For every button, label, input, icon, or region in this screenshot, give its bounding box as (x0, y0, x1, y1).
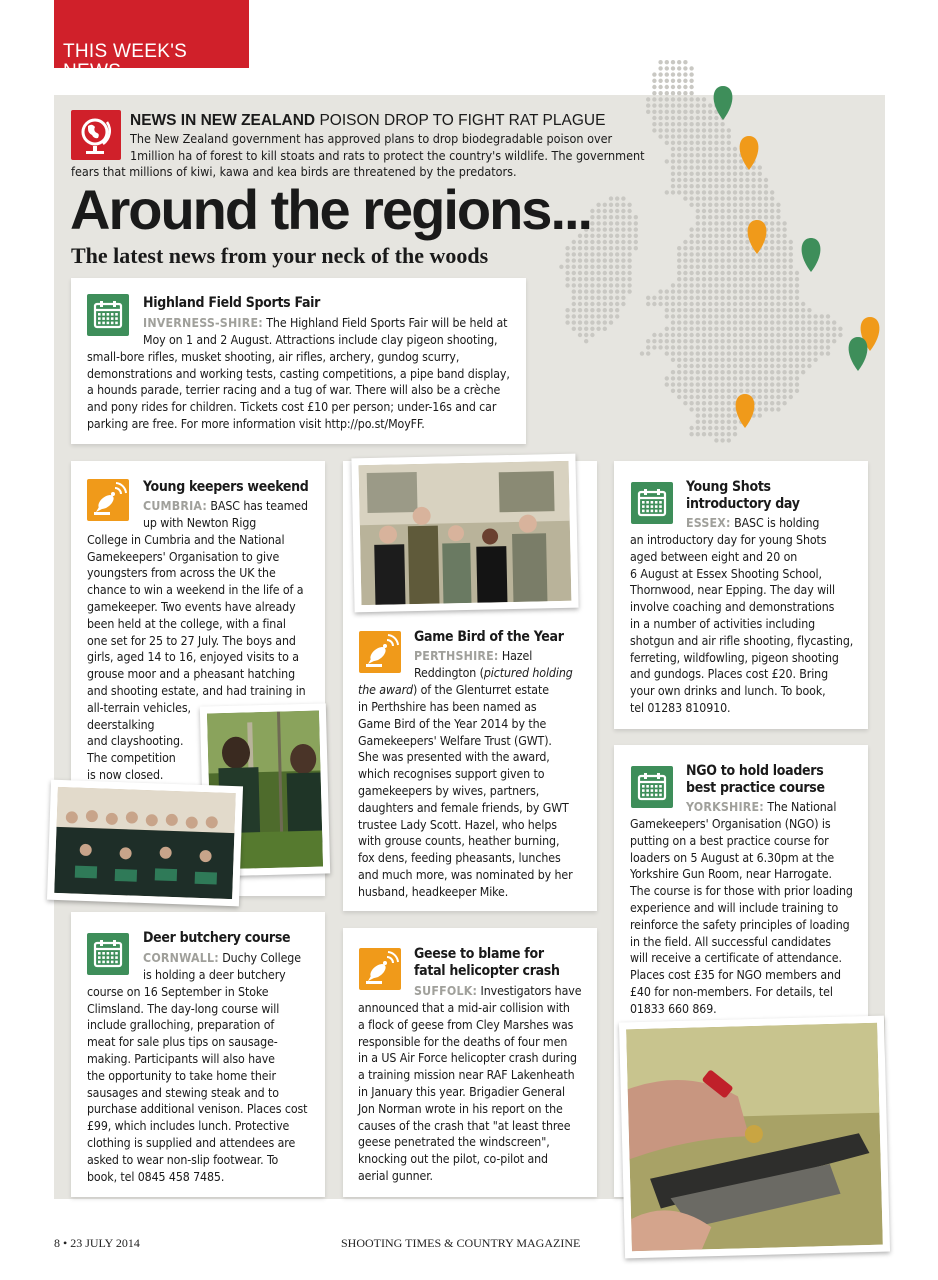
body-line: your own drinks and lunch. To book, (630, 684, 826, 699)
magazine-name: SHOOTING TIMES & COUNTRY MAGAZINE (341, 1236, 581, 1250)
first-line-text: Investigators have (480, 984, 582, 998)
location-label: CUMBRIA: (143, 499, 207, 513)
body-line: reinforce the safety principles of loading (630, 917, 850, 932)
article-body (630, 532, 853, 717)
article-first-line (143, 315, 507, 332)
article-title-line: best practice course (686, 780, 825, 796)
body-line: Thornwood, near Epping. The day will (630, 583, 835, 598)
body-line: been held at the college, with a final (87, 616, 286, 631)
body-line: book, tel 0845 458 7485. (87, 1169, 225, 1184)
article-first-line (414, 983, 581, 1000)
body-line: Climsland. The day-long course will (87, 1001, 280, 1016)
body-line: in January this year. Brigadier General (358, 1084, 566, 1099)
body-line: The competition (87, 751, 176, 766)
body-text: Reddington ( (414, 666, 484, 680)
globe-icon (71, 110, 121, 160)
body-line: in a number of activities including (630, 616, 816, 631)
body-line: 6 August at Essex Shooting School, (630, 566, 822, 581)
body-line: asked to wear non-slip footwear. To (87, 1152, 279, 1167)
article-title-line: Geese to blame for (414, 946, 544, 962)
first-line-text: The Highland Field Sports Fair will be held at (266, 316, 508, 330)
body-line: and clayshooting. (87, 734, 184, 749)
body-line: Yorkshire Gun Room, near Harrogate. (630, 867, 832, 882)
body-line: a training mission near RAF Lakenheath (358, 1068, 575, 1083)
body-line: sausages and stewing steak and to (87, 1085, 279, 1100)
body-line: Game Bird of the Year 2014 by the (358, 716, 547, 731)
article-title-line: NGO to hold loaders (686, 763, 824, 779)
body-line: gamekeepers by wives, partners, (358, 783, 540, 798)
body-line: purchase additional venison. Places cost (87, 1102, 308, 1117)
article-title: Young keepers weekend (143, 479, 309, 495)
body-line: causes of the crash that "at least three (358, 1118, 571, 1133)
body-line: She was presented with the award, (358, 750, 550, 765)
article-first-line (143, 498, 308, 515)
body-italic: pictured holding (483, 666, 573, 680)
first-line-text: BASC has teamed (210, 499, 308, 513)
article-title: Highland Field Sports Fair (143, 295, 321, 311)
body-line: £99, which includes lunch. Protective (87, 1119, 290, 1134)
article-title-line: Young Shots (686, 479, 771, 495)
nz-body-line: fears that millions of kiwi, kawa and kea birds are threatened by the predators. (71, 164, 517, 179)
body-line: announced that a mid-air collision with (358, 1001, 570, 1015)
body-line: 01833 660 869. (630, 1001, 717, 1016)
body-line: a flock of geese from Cley Marshes was (358, 1017, 574, 1032)
nz-body-line: 1million ha of forest to kill stoats and rats to protect the country's wildlife. The government (130, 148, 645, 163)
body-line: a hounds parade, terrier racing and a tug of war. There will also be a crèche (87, 383, 501, 398)
body-line: and gundogs. Places cost £20. Bring (630, 667, 829, 682)
body-line: grouse moor and a pheasant hatching (87, 667, 296, 682)
body-line: putting on a best practice course for (630, 833, 829, 848)
location-label: SUFFOLK: (414, 984, 478, 998)
nz-headline-rest: POISON DROP TO FIGHT RAT PLAGUE (319, 112, 606, 129)
body-line: daughters and female friends, by GWT (358, 800, 569, 815)
article-first-line (414, 648, 532, 665)
body-line: making. Participants will also have (87, 1051, 275, 1066)
first-line-text: Hazel (501, 649, 533, 663)
body-line: meat for sale plus tips on sausage- (87, 1035, 278, 1050)
body-line: involve coaching and demonstrations (630, 600, 835, 615)
body-line: Places cost £35 for NGO members and (630, 968, 841, 983)
body-line: in the field. All successful candidates (630, 934, 831, 949)
body-line: will receive a certificate of attendance. (630, 951, 842, 966)
page-subtitle: The latest news from your neck of the woods (71, 243, 489, 268)
body-line: fox dens, feeding pheasants, lunches (358, 851, 561, 866)
page-title: Around the regions... (70, 178, 592, 241)
body-line: geese penetrated the windscreen", (358, 1135, 550, 1150)
article-title: Game Bird of the Year (414, 629, 564, 645)
body-line: demonstrations and working tests, casting competitions, a pipe band display, (87, 366, 510, 381)
article-body (87, 967, 307, 1185)
photo-shotgun-loading (619, 1016, 890, 1259)
body-line (414, 665, 573, 682)
location-label: PERTHSHIRE: (414, 649, 499, 663)
body-line: husband, headkeeper Mike. (358, 884, 509, 899)
body-line: aged between eight and 20 on (630, 549, 798, 564)
body-italic: the award (358, 683, 413, 697)
body-line: in a US Air Force helicopter crash during (358, 1051, 577, 1066)
body-line: course on 16 September in Stoke (87, 984, 269, 999)
body-line: tel 01283 810910. (630, 700, 731, 715)
nz-body-line: The New Zealand government has approved plans to drop biodegradable poison over (130, 131, 613, 146)
broadcast-icon (359, 631, 401, 673)
body-line: which recognises support given to (358, 767, 545, 782)
body-line: aerial gunner. (358, 1168, 433, 1183)
body-line: and pony rides for children. Tickets cost £10 per person; under-16s and car (87, 400, 497, 415)
article-title-line: fatal helicopter crash (414, 963, 560, 979)
map-pin-icon (748, 220, 767, 254)
body-line: one set for 25 to 27 July. The boys and (87, 633, 296, 648)
body-line: youngsters from across the UK the (87, 566, 276, 581)
article-first-line (143, 950, 301, 967)
body-line: responsible for the deaths of four men (358, 1034, 568, 1049)
location-label: ESSEX: (686, 516, 731, 530)
map-pin-icon (802, 238, 821, 272)
body-line: in Perthshire has been named as (358, 700, 537, 714)
body-line: College in Cumbria and the National (87, 532, 285, 547)
article-first-line (686, 799, 836, 816)
body-line: Jon Norman wrote in his report on the (358, 1101, 563, 1116)
location-label: CORNWALL: (143, 951, 219, 965)
article-title: Deer butchery course (143, 930, 291, 946)
photo-youngsters-group (47, 780, 243, 907)
first-line-text: BASC is holding (734, 516, 820, 530)
broadcast-icon (359, 948, 401, 990)
body-line: small-bore rifles, musket shooting, air rifles, archery, gundog scurry, (87, 349, 460, 364)
body-line: loaders on 5 August at 6.30pm at the (630, 850, 835, 865)
body-line: Gamekeepers' Organisation to give (87, 549, 280, 564)
body-line: deerstalking (87, 717, 155, 732)
nz-headline (130, 112, 605, 130)
body-line: Gamekeepers' Organisation (NGO) is (630, 817, 831, 831)
body-line: gamekeeper. Two events have already (87, 599, 296, 614)
page-number-date: 8 • 23 JULY 2014 (54, 1236, 140, 1250)
map-pin-icon (714, 86, 733, 120)
nz-headline-bold: NEWS IN NEW ZEALAND (130, 112, 316, 129)
map-pin-icon (740, 136, 759, 170)
body-line: trustee Lady Scott. Hazel, who helps (358, 817, 557, 832)
body-line: is holding a deer butchery (143, 968, 286, 982)
calendar-icon (631, 766, 673, 808)
body-line: an introductory day for young Shots (630, 533, 827, 547)
article-body (87, 332, 510, 433)
article-body (358, 699, 573, 901)
body-line: and shooting estate, and had training in (87, 683, 306, 698)
body-line: include gralloching, preparation of (87, 1018, 275, 1033)
first-line-text: Duchy College (222, 951, 301, 965)
calendar-icon (631, 482, 673, 524)
section-tag: THIS WEEK'S NEWS (54, 0, 249, 68)
body-line: Moy on 1 and 2 August. Attractions include clay pigeon shooting, (143, 333, 498, 347)
article-first-line (686, 515, 819, 532)
body-line: ferreting, wildfowling, pigeon shooting (630, 650, 839, 665)
location-label: YORKSHIRE: (686, 800, 764, 814)
body-line: chance to win a weekend in the life of a (87, 583, 304, 598)
map-pin-icon (736, 394, 755, 428)
body-line: and much more, was nominated by her (358, 867, 573, 882)
article-title-line: introductory day (686, 496, 800, 512)
body-line: The course is for those with prior loading (630, 884, 853, 899)
map-pin-icon (849, 337, 868, 371)
article-body (630, 816, 853, 1018)
body-line: the opportunity to take home their (87, 1068, 276, 1083)
location-label: INVERNESS-SHIRE: (143, 316, 263, 330)
body-line: clothing is supplied and attendees are (87, 1135, 296, 1150)
body-line: Gamekeepers' Welfare Trust (GWT). (358, 733, 552, 748)
body-line: girls, aged 14 to 16, enjoyed visits to a (87, 650, 299, 665)
photo-game-bird-award (351, 454, 578, 613)
body-line: £40 for non-members. For details, tel (630, 984, 833, 999)
body-line: all-terrain vehicles, (87, 700, 191, 715)
body-line: is now closed. (87, 767, 164, 782)
body-line: with grouse counts, heather burning, (358, 834, 560, 849)
body-line: knocking out the pilot, co-pilot and (358, 1152, 548, 1167)
body-line: shotgun and air rifle shooting, flycasting, (630, 633, 854, 648)
body-line: up with Newton Rigg (143, 516, 257, 530)
body-line (358, 682, 549, 699)
body-line: experience and will include training to (630, 900, 839, 915)
first-line-text: The National (767, 800, 837, 814)
article-body (358, 1000, 577, 1185)
body-text: ) of the Glenturret estate (412, 683, 549, 697)
body-line: parking are free. For more information visit http://po.st/MoyFF. (87, 416, 425, 431)
calendar-icon (87, 294, 129, 336)
